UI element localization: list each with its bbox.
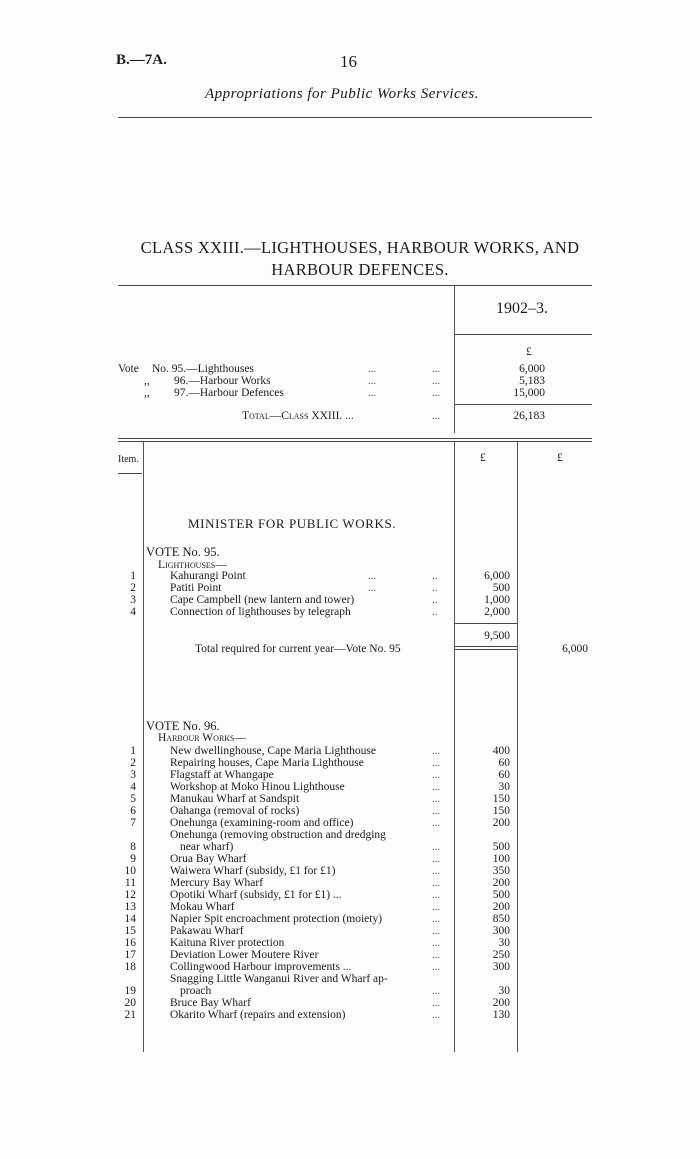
item-description: Mokau Wharf bbox=[170, 901, 235, 913]
summary-total-amount: 26,183 bbox=[513, 410, 545, 422]
summary-amount: 15,000 bbox=[513, 387, 545, 399]
page-number: 16 bbox=[340, 52, 357, 71]
item-number: 12 bbox=[124, 889, 136, 901]
header-rule bbox=[118, 117, 592, 118]
item-number: 14 bbox=[124, 913, 136, 925]
leader-dots: ... bbox=[432, 387, 441, 399]
leader-dots: ... bbox=[432, 997, 441, 1009]
leader-dots: ... bbox=[432, 1009, 441, 1021]
vote95-total-amount: 6,000 bbox=[562, 643, 588, 655]
item-description: Patiti Point bbox=[170, 582, 222, 594]
leader-dots: ... bbox=[432, 745, 441, 757]
item-amount: 30 bbox=[498, 781, 510, 793]
document-reference: B.—7A. bbox=[116, 52, 167, 68]
item-description: Onehunga (removing obstruction and dredging bbox=[170, 829, 386, 841]
item-number: 1 bbox=[130, 745, 136, 757]
item-amount: 400 bbox=[492, 745, 510, 757]
item-number: 19 bbox=[124, 985, 136, 997]
leader-dots: ... bbox=[432, 865, 441, 877]
item-header-rule bbox=[118, 473, 142, 474]
leader-dots: .. bbox=[432, 582, 438, 594]
item-amount: 2,000 bbox=[484, 606, 510, 618]
item-number: 6 bbox=[130, 805, 136, 817]
item-description: Oahanga (removal of rocks) bbox=[170, 805, 300, 817]
item-number: 4 bbox=[130, 606, 136, 618]
detail-top-rule bbox=[118, 438, 592, 439]
vote95-subheading: Lighthouses— bbox=[158, 559, 227, 571]
leader-dots: ... bbox=[368, 375, 377, 387]
summary-currency: £ bbox=[526, 346, 532, 358]
item-description: New dwellinghouse, Cape Maria Lighthouse bbox=[170, 745, 376, 757]
item-number: 2 bbox=[130, 757, 136, 769]
item-description: Bruce Bay Wharf bbox=[170, 997, 251, 1009]
item-number: 13 bbox=[124, 901, 136, 913]
item-number: 3 bbox=[130, 594, 136, 606]
vote95-heading: VOTE No. 95. bbox=[146, 545, 220, 559]
leader-dots: ... bbox=[432, 410, 441, 422]
total-column-divider bbox=[517, 442, 518, 1052]
vote96-subheading: Harbour Works— bbox=[158, 732, 247, 744]
leader-dots: ... bbox=[432, 781, 441, 793]
total-currency-header: £ bbox=[557, 452, 563, 464]
leader-dots: ... bbox=[432, 375, 441, 387]
item-amount: 150 bbox=[492, 805, 510, 817]
detail-top-rule-double bbox=[118, 441, 592, 442]
item-amount: 300 bbox=[492, 925, 510, 937]
summary-total-rule bbox=[455, 404, 592, 405]
item-number: 21 bbox=[124, 1009, 136, 1021]
item-description: Mercury Bay Wharf bbox=[170, 877, 264, 889]
summary-prefix: ,, bbox=[144, 375, 150, 387]
item-amount: 150 bbox=[492, 793, 510, 805]
item-number: 3 bbox=[130, 769, 136, 781]
leader-dots: ... bbox=[432, 757, 441, 769]
leader-dots: ... bbox=[432, 937, 441, 949]
leader-dots: ... bbox=[368, 363, 377, 375]
vote95-subtotal: 9,500 bbox=[484, 630, 510, 642]
item-description: Workshop at Moko Hinou Lighthouse bbox=[170, 781, 345, 793]
item-description: Snagging Little Wanganui River and Wharf ap- bbox=[170, 973, 388, 985]
item-number: 18 bbox=[124, 961, 136, 973]
item-amount: 350 bbox=[492, 865, 510, 877]
item-description-continued: near wharf) bbox=[180, 841, 234, 853]
amount-currency-header: £ bbox=[480, 452, 486, 464]
summary-total-label: Total—Class XXIII. ... bbox=[242, 410, 354, 422]
item-number: 5 bbox=[130, 793, 136, 805]
summary-prefix: ,, bbox=[144, 387, 150, 399]
item-amount: 60 bbox=[498, 757, 510, 769]
leader-dots: ... bbox=[432, 961, 441, 973]
item-amount: 6,000 bbox=[484, 570, 510, 582]
leader-dots: ... bbox=[368, 387, 377, 399]
item-amount: 60 bbox=[498, 769, 510, 781]
item-amount: 130 bbox=[492, 1009, 510, 1021]
item-number: 16 bbox=[124, 937, 136, 949]
leader-dots: ... bbox=[432, 805, 441, 817]
vote95-subtotal-rule bbox=[455, 623, 517, 624]
item-number: 1 bbox=[130, 570, 136, 582]
summary-year-rule bbox=[455, 334, 592, 335]
item-description: Onehunga (examining-room and office) bbox=[170, 817, 354, 829]
leader-dots: .. bbox=[432, 570, 438, 582]
item-column-header: Item. bbox=[118, 454, 139, 465]
vote96-heading: VOTE No. 96. bbox=[146, 719, 220, 733]
item-number: 2 bbox=[130, 582, 136, 594]
item-description: Collingwood Harbour improvements ... bbox=[170, 961, 352, 973]
item-description: Kaituna River protection bbox=[170, 937, 285, 949]
item-number: 7 bbox=[130, 817, 136, 829]
minister-heading: MINISTER FOR PUBLIC WORKS. bbox=[188, 516, 397, 531]
leader-dots: ... bbox=[432, 793, 441, 805]
item-amount: 200 bbox=[492, 997, 510, 1009]
page-title: Appropriations for Public Works Services. bbox=[205, 86, 479, 102]
class-title: CLASS XXIII.—LIGHTHOUSES, HARBOUR WORKS, AND HARBOUR DEFENCES. bbox=[140, 238, 580, 279]
leader-dots: ... bbox=[432, 949, 441, 961]
item-number: 15 bbox=[124, 925, 136, 937]
summary-amount: 5,183 bbox=[519, 375, 545, 387]
vote95-total-rule-double bbox=[455, 649, 517, 650]
vote95-total-rule bbox=[455, 646, 517, 647]
item-description: Okarito Wharf (repairs and extension) bbox=[170, 1009, 346, 1021]
item-description: Repairing houses, Cape Maria Lighthouse bbox=[170, 757, 364, 769]
summary-prefix: Vote bbox=[118, 363, 139, 375]
leader-dots: ... bbox=[368, 570, 377, 582]
item-amount: 30 bbox=[498, 985, 510, 997]
item-number: 11 bbox=[124, 877, 136, 889]
leader-dots: ... bbox=[432, 363, 441, 375]
item-description: Manukau Wharf at Sandspit bbox=[170, 793, 300, 805]
leader-dots: ... bbox=[432, 913, 441, 925]
item-amount: 200 bbox=[492, 817, 510, 829]
leader-dots: .. bbox=[432, 606, 438, 618]
summary-label: 97.—Harbour Defences bbox=[174, 387, 284, 399]
item-description: Napier Spit encroachment protection (moiety) bbox=[170, 913, 383, 925]
item-amount: 30 bbox=[498, 937, 510, 949]
item-amount: 200 bbox=[492, 901, 510, 913]
leader-dots: ... bbox=[432, 985, 441, 997]
leader-dots: ... bbox=[368, 582, 377, 594]
item-number: 10 bbox=[124, 865, 136, 877]
leader-dots: .. bbox=[432, 594, 438, 606]
item-description: Opotiki Wharf (subsidy, £1 for £1) ... bbox=[170, 889, 342, 901]
item-description: Kahurangi Point bbox=[170, 570, 246, 582]
item-number: 20 bbox=[124, 997, 136, 1009]
item-description: Waiwera Wharf (subsidy, £1 for £1) bbox=[170, 865, 336, 877]
item-column-divider bbox=[143, 442, 144, 1052]
leader-dots: ... bbox=[432, 841, 441, 853]
item-amount: 500 bbox=[492, 841, 510, 853]
item-amount: 1,000 bbox=[484, 594, 510, 606]
item-amount: 100 bbox=[492, 853, 510, 865]
summary-amount: 6,000 bbox=[519, 363, 545, 375]
item-description: Cape Campbell (new lantern and tower) bbox=[170, 594, 355, 606]
leader-dots: ... bbox=[432, 925, 441, 937]
leader-dots: ... bbox=[432, 817, 441, 829]
leader-dots: ... bbox=[432, 877, 441, 889]
leader-dots: ... bbox=[432, 769, 441, 781]
item-amount: 300 bbox=[492, 961, 510, 973]
item-number: 4 bbox=[130, 781, 136, 793]
item-description-continued: proach bbox=[180, 985, 212, 997]
item-number: 8 bbox=[130, 841, 136, 853]
summary-year: 1902–3. bbox=[496, 300, 548, 317]
item-description: Connection of lighthouses by telegraph bbox=[170, 606, 351, 618]
summary-top-rule bbox=[118, 285, 592, 286]
item-amount: 500 bbox=[492, 582, 510, 594]
leader-dots: ... bbox=[432, 901, 441, 913]
item-number: 17 bbox=[124, 949, 136, 961]
item-amount: 200 bbox=[492, 877, 510, 889]
item-description: Pakawau Wharf bbox=[170, 925, 244, 937]
summary-label: No. 95.—Lighthouses bbox=[152, 363, 254, 375]
item-description: Deviation Lower Moutere River bbox=[170, 949, 319, 961]
item-description: Orua Bay Wharf bbox=[170, 853, 247, 865]
item-amount: 500 bbox=[492, 889, 510, 901]
summary-label: 96.—Harbour Works bbox=[174, 375, 271, 387]
item-description: Flagstaff at Whangape bbox=[170, 769, 274, 781]
item-number: 9 bbox=[130, 853, 136, 865]
item-amount: 250 bbox=[492, 949, 510, 961]
leader-dots: ... bbox=[432, 853, 441, 865]
vote95-total-label: Total required for current year—Vote No. 95 bbox=[195, 643, 401, 655]
leader-dots: ... bbox=[432, 889, 441, 901]
summary-column-divider bbox=[454, 286, 455, 433]
item-amount: 850 bbox=[492, 913, 510, 925]
